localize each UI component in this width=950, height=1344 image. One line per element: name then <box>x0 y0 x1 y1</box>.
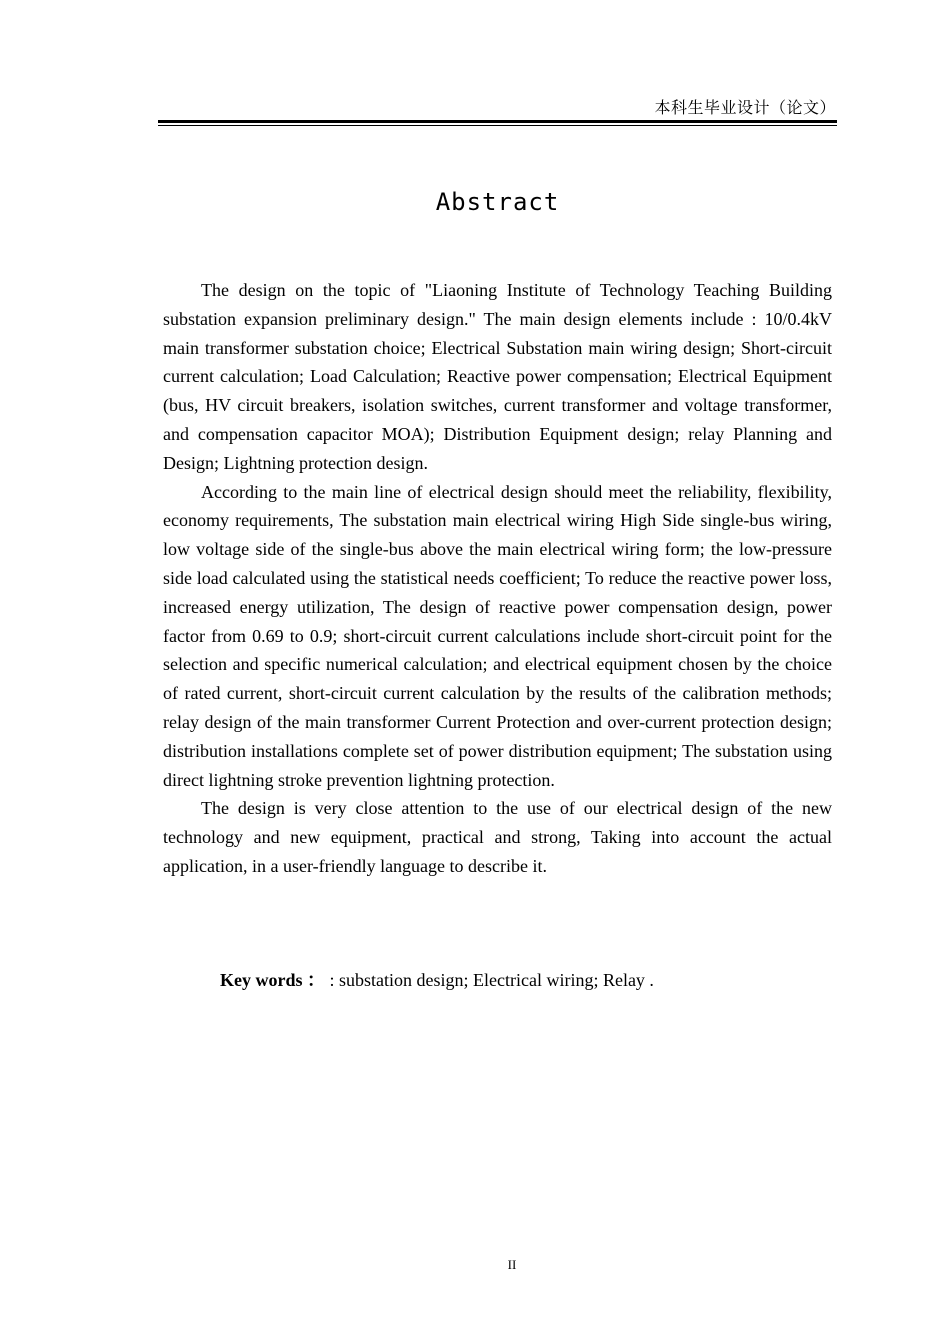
abstract-title: Abstract <box>435 188 560 216</box>
header-title: 本科生毕业设计（论文） <box>654 98 836 117</box>
keywords-text: : substation design; Electrical wiring; Relay . <box>329 970 654 990</box>
page-number: II <box>507 1257 517 1272</box>
keywords-line <box>220 966 654 994</box>
abstract-paragraph-2: According to the main line of electrical design should meet the reliability, flexibility, economy requirements, The substation main electrical wiring High Side single-bus wiring, low voltage side of the single-bus above the main electrical wiring form; the low-pressure side load calculated using the statistical needs coefficient; To reduce the reactive power loss, increased energy utilization, The design of reactive power compensation design, power factor from 0.69 to 0.9; short-circuit current calculations include short-circuit point for the selection and specific numerical calculation; and electrical equipment chosen by the choice of rated current, short-circuit current calculation by the results of the calibration methods; relay design of the main transformer Current Protection and over-current protection design; distribution installations complete set of power distribution equipment; The substation using direct lightning stroke prevention lightning protection. <box>163 481 832 790</box>
abstract-paragraph-3: The design is very close attention to the use of our electrical design of the new technology and new equipment, practical and strong, Taking into account the actual application, in a user-friendly language to describe it. <box>163 798 832 876</box>
header-rule-thick <box>158 120 837 123</box>
header-rule-thin <box>158 125 837 126</box>
abstract-paragraph-1: The design on the topic of "Liaoning Institute of Technology Teaching Building substation expansion preliminary design." The main design elements include : 10/0.4kV main transformer substation choice; Electrical Substation main wiring design; Short-circuit current calculation; Load Calculation; Reactive power compensation; Electrical Equipment (bus, HV circuit breakers, isolation switches, current transformer and voltage transformer, and compensation capacitor MOA); Distribution Equipment design; relay Planning and Design; Lightning protection design. <box>163 280 832 473</box>
keywords-label: Key words ： <box>220 970 325 990</box>
abstract-body <box>163 276 832 881</box>
